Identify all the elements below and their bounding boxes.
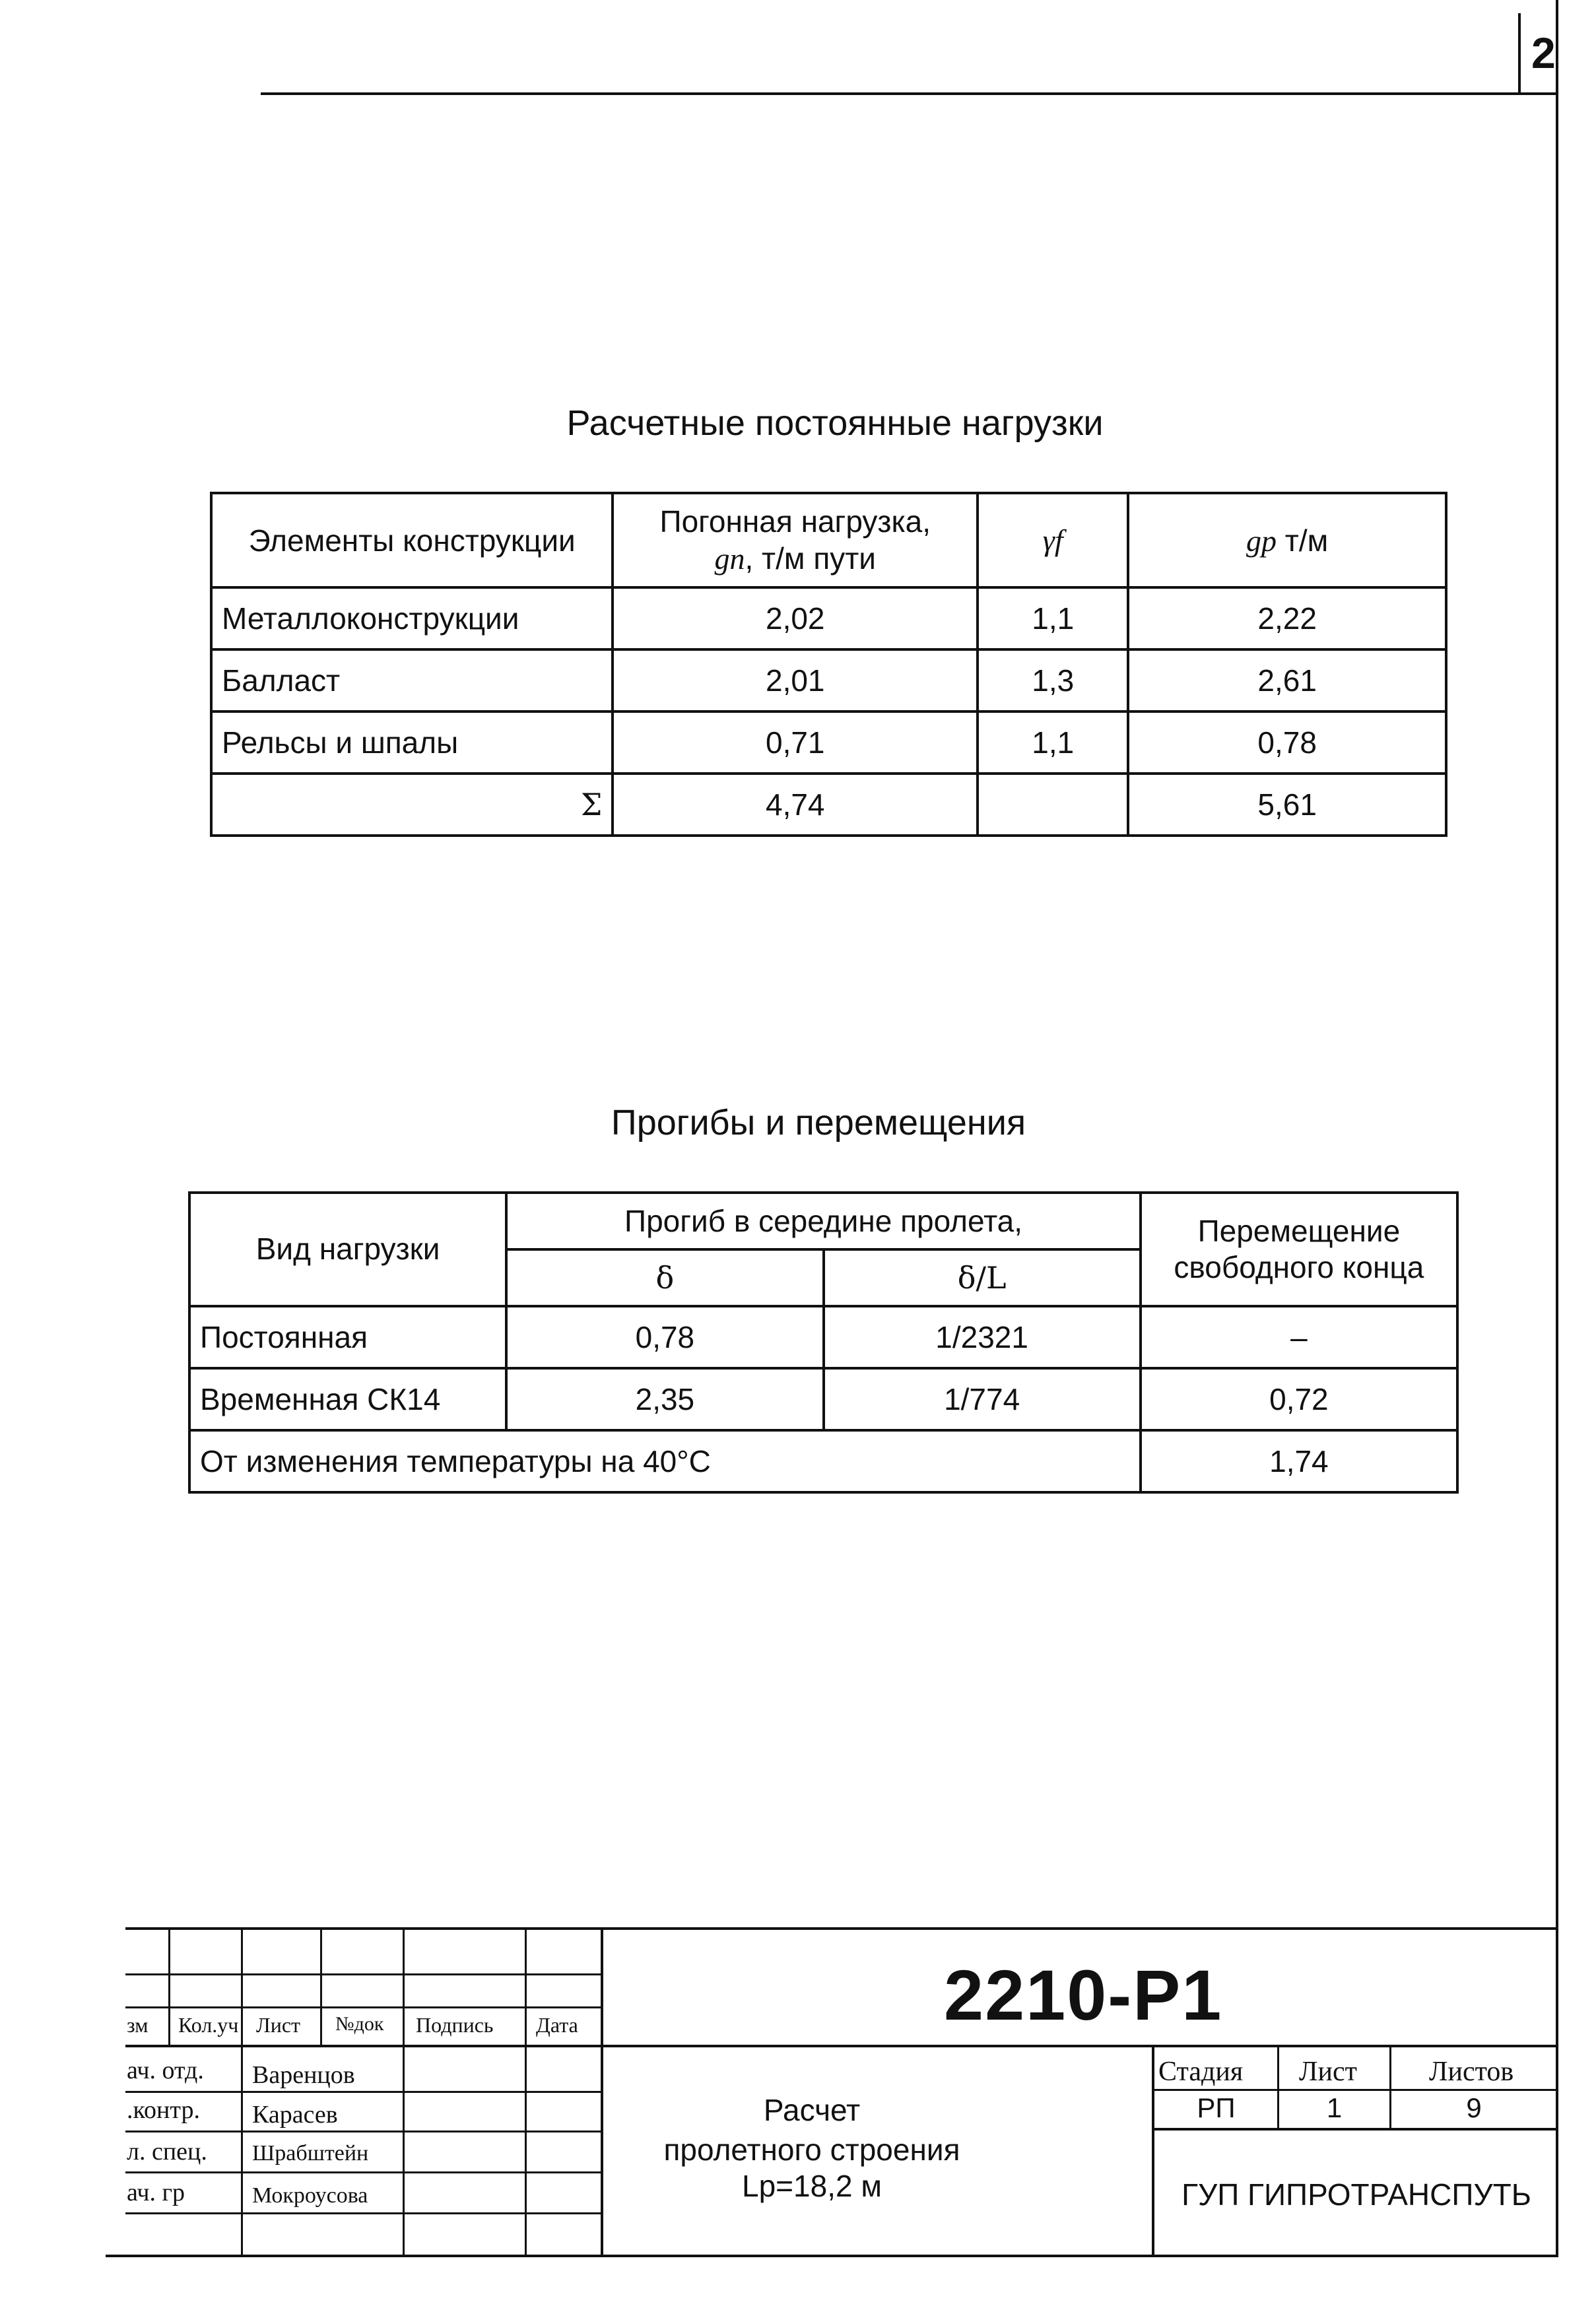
row-gn: 2,02 [613,587,978,649]
row-disp: – [1141,1306,1457,1368]
table1-title: Расчетные постоянные нагрузки [566,403,1104,443]
header-elements: Элементы конструкции [211,493,613,587]
tb-role: ач. отд. [127,2057,204,2084]
page-number: 2 [1531,28,1556,77]
row-gamma: 1,1 [978,711,1128,774]
tb-person: Карасев [252,2101,338,2129]
header-gp-unit: т/м [1277,523,1329,558]
table-row [211,649,1446,711]
tb-col-line [320,1927,322,2045]
tb-row-line [125,2091,601,2093]
table-header-row [189,1193,1457,1249]
organization: ГУП ГИПРОТРАНСПУТЬ [1181,2177,1531,2212]
tb-stage-row [1152,2089,1558,2091]
header-delta-l: δ/L [824,1249,1141,1306]
sum-gn: 4,74 [613,774,978,836]
tb-role: .контр. [127,2096,200,2124]
tb-main-divider [601,1927,603,2257]
header-delta: δ [506,1249,823,1306]
sheets-value: 9 [1466,2092,1482,2123]
row-name: Балласт [211,649,613,711]
temp-row-name: От изменения температуры на 40°С [189,1430,1141,1492]
header-load-symbol: gn [714,541,745,576]
tb-row-line [125,2171,601,2173]
tb-col-ndok: №док [335,2013,384,2035]
row-name: Рельсы и шпалы [211,711,613,774]
right-border-line [1556,0,1558,2257]
table-header-row [211,493,1446,587]
row-disp: 0,72 [1141,1368,1457,1430]
table2-title: Прогибы и перемещения [611,1103,1026,1142]
row-delta-l: 1/774 [824,1368,1141,1430]
page-number-divider [1518,13,1521,92]
row-gp: 2,61 [1128,649,1446,711]
row-name: Постоянная [189,1306,506,1368]
header-gp [1128,493,1446,587]
tb-col-podpis: Подпись [416,2013,494,2037]
sum-label: Σ [211,774,613,836]
temp-row-disp: 1,74 [1141,1430,1457,1492]
row-gn: 0,71 [613,711,978,774]
tb-stage-divider [1152,2045,1154,2257]
header-load-line2: , т/м пути [745,541,876,576]
header-load-type: Вид нагрузки [189,1193,506,1306]
stage-value: РП [1197,2092,1236,2123]
tb-top-line [125,1927,1558,1930]
sum-gp: 5,61 [1128,774,1446,836]
tb-row-line [125,1973,601,1975]
tb-row-line [125,2131,601,2132]
table-row [189,1368,1457,1430]
row-name: Металлоконструкции [211,587,613,649]
tb-col-izm: зм [127,2013,149,2037]
header-deflection: Прогиб в середине пролета, [506,1193,1141,1249]
header-load-line1: Погонная нагрузка, [659,504,931,539]
tb-person: Мокроусова [252,2183,368,2208]
tb-col-koluch: Кол.уч [178,2013,239,2037]
title-block [125,1927,1558,2257]
tb-person: Шрабштейн [252,2141,369,2165]
tb-row-line [125,2212,601,2214]
document-code: 2210-Р1 [944,1955,1223,2035]
loads-table [210,492,1447,837]
tb-header-line [125,2045,1558,2047]
temperature-row [189,1430,1457,1492]
header-displacement: Перемещение свободного конца [1141,1193,1457,1306]
row-name: Временная СК14 [189,1368,506,1430]
row-gamma: 1,3 [978,649,1128,711]
row-gp: 0,78 [1128,711,1446,774]
sheets-label: Листов [1429,2057,1514,2087]
tb-col-line [168,1927,170,2045]
description-line3: Lр=18,2 м [742,2169,882,2203]
description-line2: пролетного строения [663,2132,960,2167]
table-row [211,587,1446,649]
row-delta-l: 1/2321 [824,1306,1141,1368]
tb-col-list: Лист [256,2013,301,2037]
table-row [189,1306,1457,1368]
tb-person: Варенцов [252,2061,355,2089]
table-row [211,711,1446,774]
row-gp: 2,22 [1128,587,1446,649]
header-gp-symbol: gp [1246,523,1277,558]
tb-bottom-line [106,2255,1558,2257]
tb-stage-row [1152,2128,1558,2131]
row-delta: 2,35 [506,1368,823,1430]
sheet-value: 1 [1326,2092,1343,2123]
row-gamma: 1,1 [978,587,1128,649]
header-load [613,493,978,587]
tb-role: ач. гр [127,2179,185,2206]
top-border-line [261,92,1558,95]
sheet-label: Лист [1299,2057,1357,2087]
deflection-table [188,1191,1459,1494]
row-delta: 0,78 [506,1306,823,1368]
tb-col-data: Дата [536,2013,578,2037]
header-gamma: γf [978,493,1128,587]
tb-row-line [125,2006,601,2008]
sum-gamma [978,774,1128,836]
row-gn: 2,01 [613,649,978,711]
stage-label: Стадия [1158,2057,1244,2087]
description-line1: Расчет [763,2093,861,2127]
tb-role: л. спец. [127,2138,207,2165]
sum-row [211,774,1446,836]
